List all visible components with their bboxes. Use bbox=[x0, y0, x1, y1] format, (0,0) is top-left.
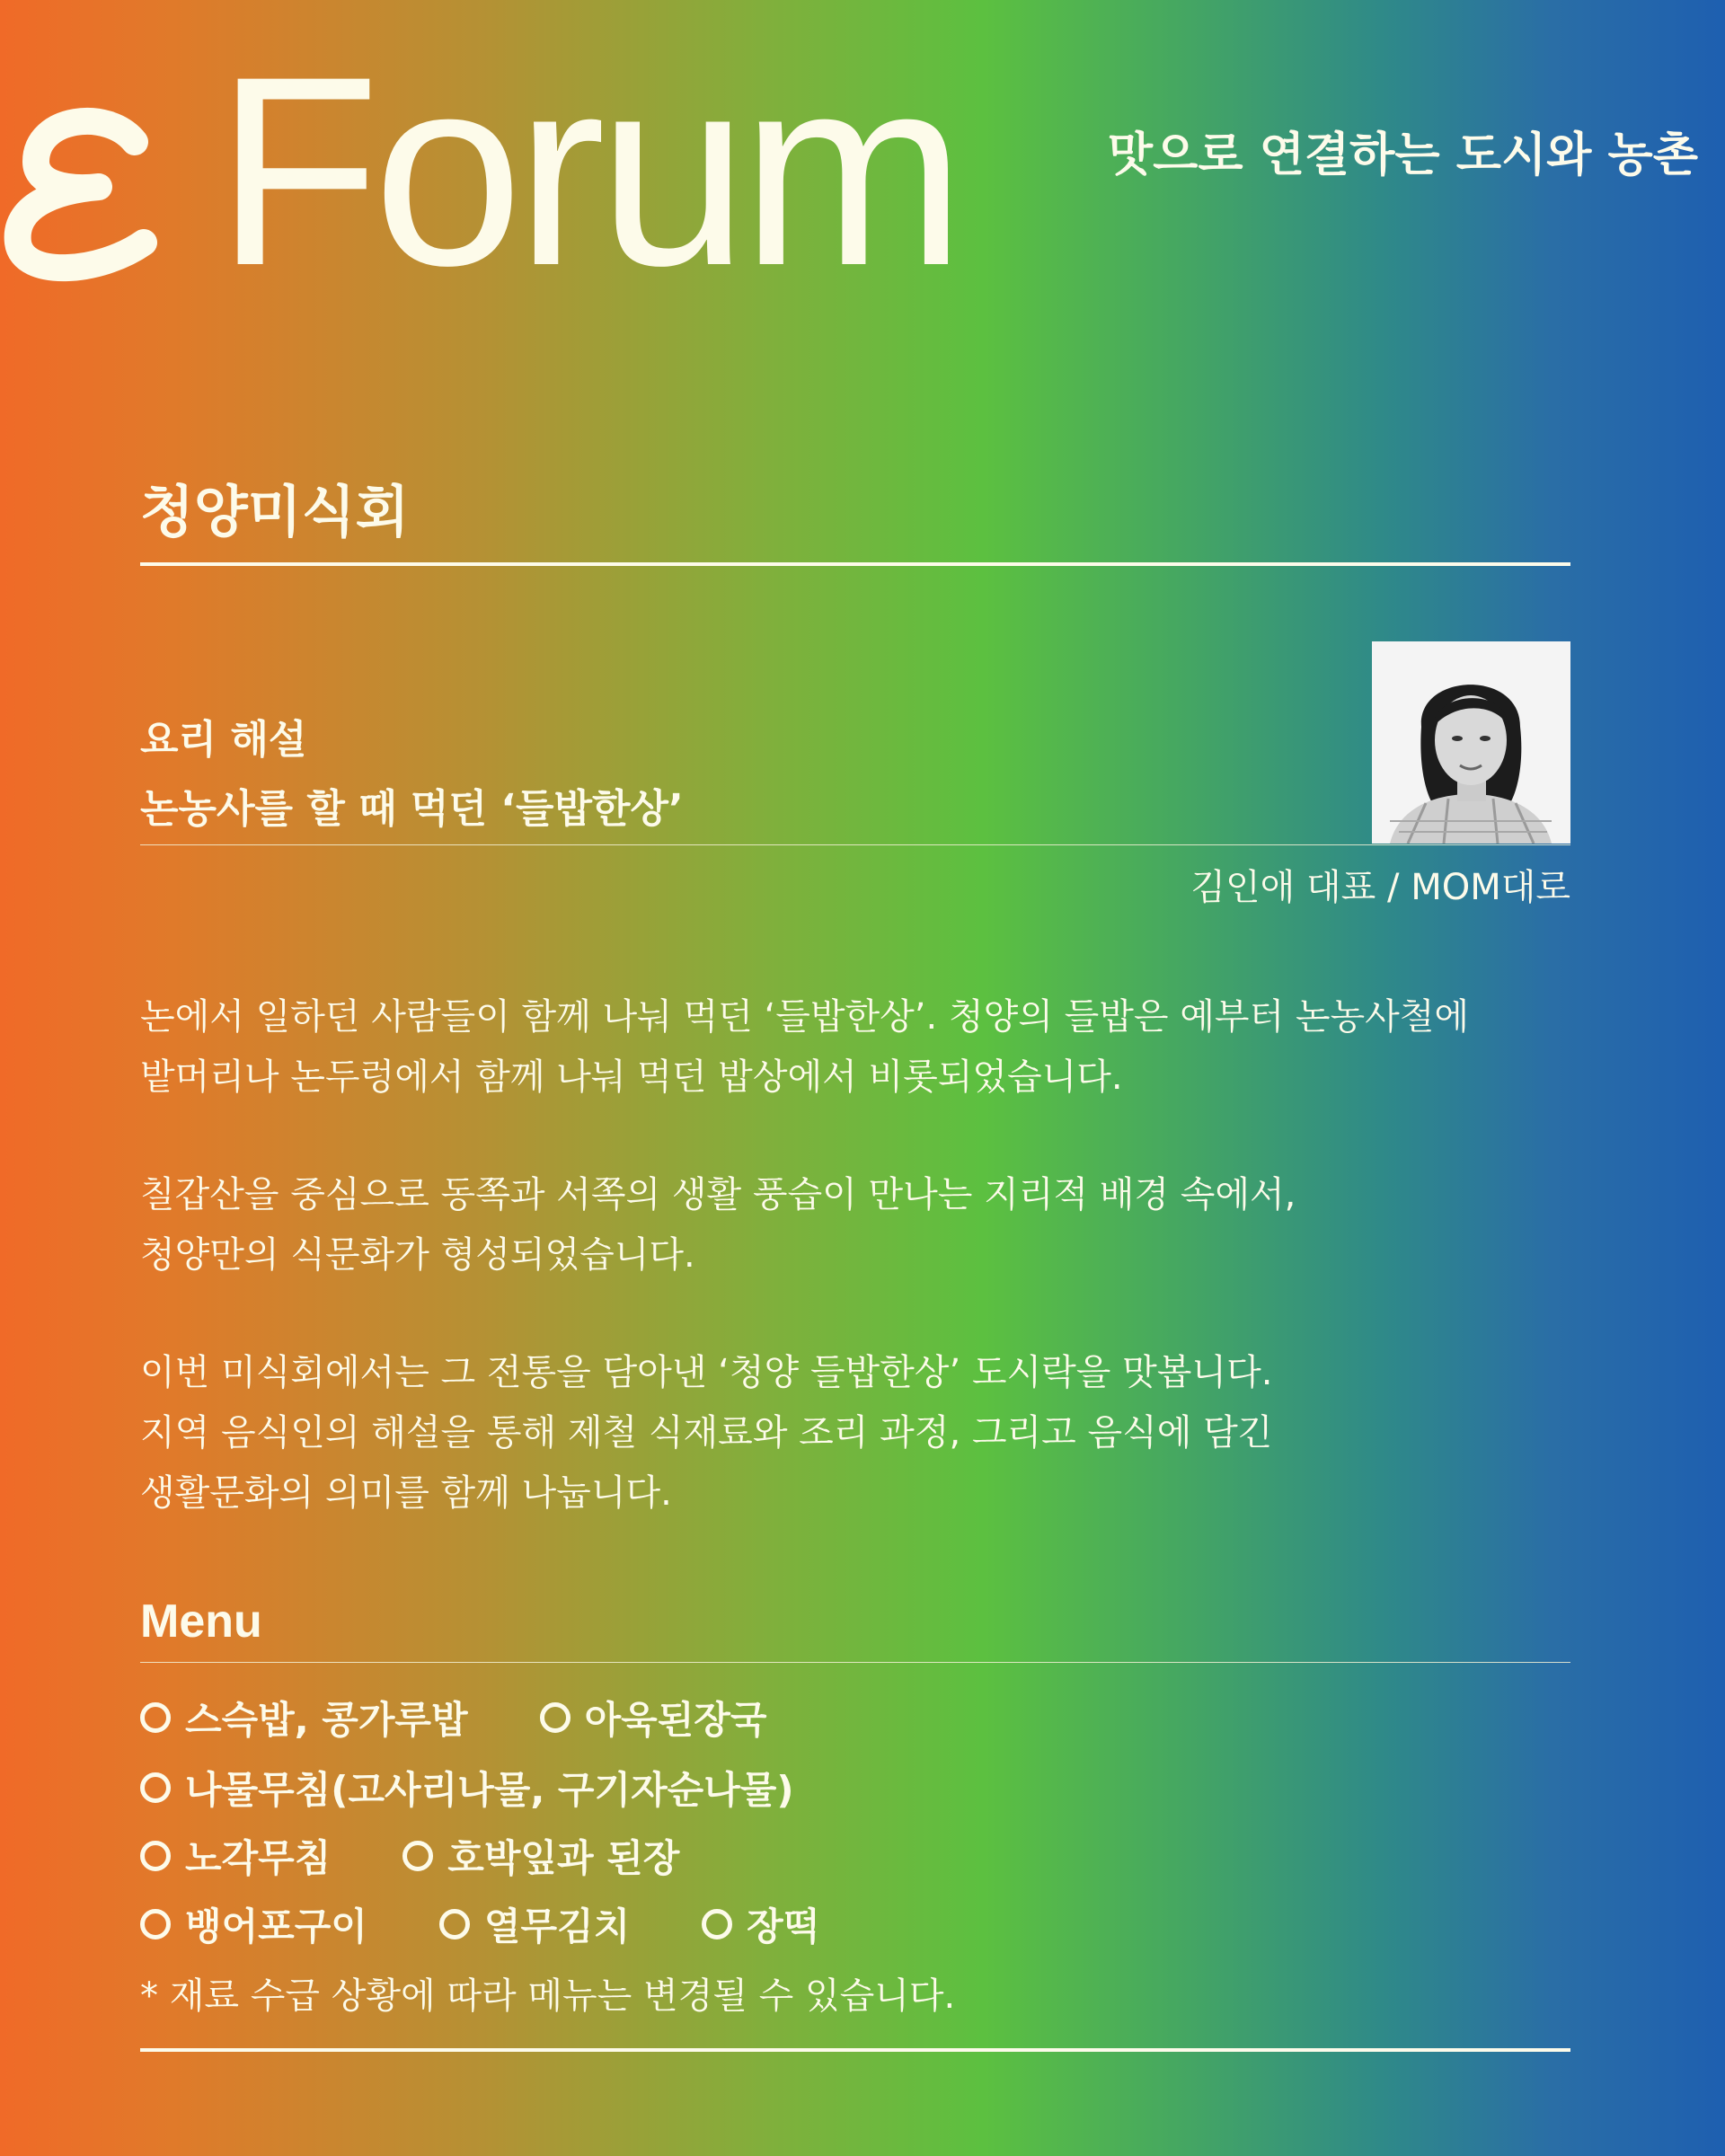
bullet-circle-icon bbox=[140, 1909, 171, 1940]
bullet-circle-icon bbox=[439, 1909, 470, 1940]
speaker-name: 김인애 대표 / MOM대로 bbox=[1190, 867, 1570, 908]
menu-item: 스슥밥, 콩가루밥 bbox=[140, 1691, 468, 1745]
menu-item: 노각무침 bbox=[140, 1829, 331, 1883]
body-line: 이번 미식회에서는 그 전통을 담아낸 ‘청양 들밥한상’ 도시락을 맛봅니다. bbox=[140, 1352, 1273, 1393]
bullet-circle-icon bbox=[140, 1702, 171, 1733]
menu-row bbox=[140, 1761, 866, 1815]
speaker-photo bbox=[1372, 641, 1570, 844]
body-line: 생활문화의 의미를 함께 나눕니다. bbox=[140, 1472, 672, 1514]
menu-item: 나물무침(고사리나물, 구기자순나물) bbox=[140, 1761, 794, 1815]
bullet-circle-icon bbox=[140, 1772, 171, 1803]
bullet-circle-icon bbox=[140, 1841, 171, 1871]
body-paragraph-3 bbox=[140, 1343, 1542, 1524]
forum-logo-mark bbox=[0, 90, 162, 287]
menu-item: 장떡 bbox=[702, 1897, 819, 1951]
body-paragraph-1 bbox=[140, 987, 1542, 1108]
talk-title-line1: 요리 해설 bbox=[140, 717, 307, 763]
menu-item: 아욱된장국 bbox=[540, 1691, 767, 1745]
section-divider bbox=[140, 562, 1570, 566]
talk-title bbox=[140, 705, 684, 844]
tagline: 맛으로 연결하는 도시와 농촌 bbox=[1107, 128, 1698, 182]
body-line: 칠갑산을 중심으로 동쪽과 서쪽의 생활 풍습이 만나는 지리적 배경 속에서, bbox=[140, 1174, 1296, 1215]
bullet-circle-icon bbox=[702, 1909, 732, 1940]
menu-row bbox=[140, 1897, 891, 1951]
menu-note: * 재료 수급 상황에 따라 메뉴는 변경될 수 있습니다. bbox=[140, 1975, 956, 2017]
menu-heading: Menu bbox=[140, 1595, 262, 1648]
bullet-circle-icon bbox=[540, 1702, 571, 1733]
footer-divider bbox=[140, 2048, 1570, 2052]
menu-item: 열무김치 bbox=[439, 1897, 630, 1951]
body-line: 청양만의 식문화가 형성되었습니다. bbox=[140, 1234, 695, 1276]
bullet-circle-icon bbox=[402, 1841, 433, 1871]
menu-row bbox=[140, 1691, 838, 1745]
talk-divider bbox=[140, 844, 1570, 845]
menu-row bbox=[140, 1829, 751, 1883]
section-title: 청양미식회 bbox=[140, 479, 410, 544]
body-line: 밭머리나 논두렁에서 함께 나눠 먹던 밥상에서 비롯되었습니다. bbox=[140, 1056, 1123, 1098]
menu-item: 뱅어포구이 bbox=[140, 1897, 367, 1951]
body-line: 논에서 일하던 사람들이 함께 나눠 먹던 ‘들밥한상’. 청양의 들밥은 예부터 논농사철에 bbox=[140, 996, 1470, 1038]
talk-title-line2: 논농사를 할 때 먹던 ‘들밥한상’ bbox=[140, 786, 684, 832]
body-paragraph-2 bbox=[140, 1165, 1542, 1286]
forum-logo-wordmark: Forum bbox=[216, 20, 959, 322]
menu-divider bbox=[140, 1662, 1570, 1663]
menu-item: 호박잎과 된장 bbox=[402, 1829, 679, 1883]
body-line: 지역 음식인의 해설을 통해 제철 식재료와 조리 과정, 그리고 음식에 담긴 bbox=[140, 1412, 1273, 1454]
